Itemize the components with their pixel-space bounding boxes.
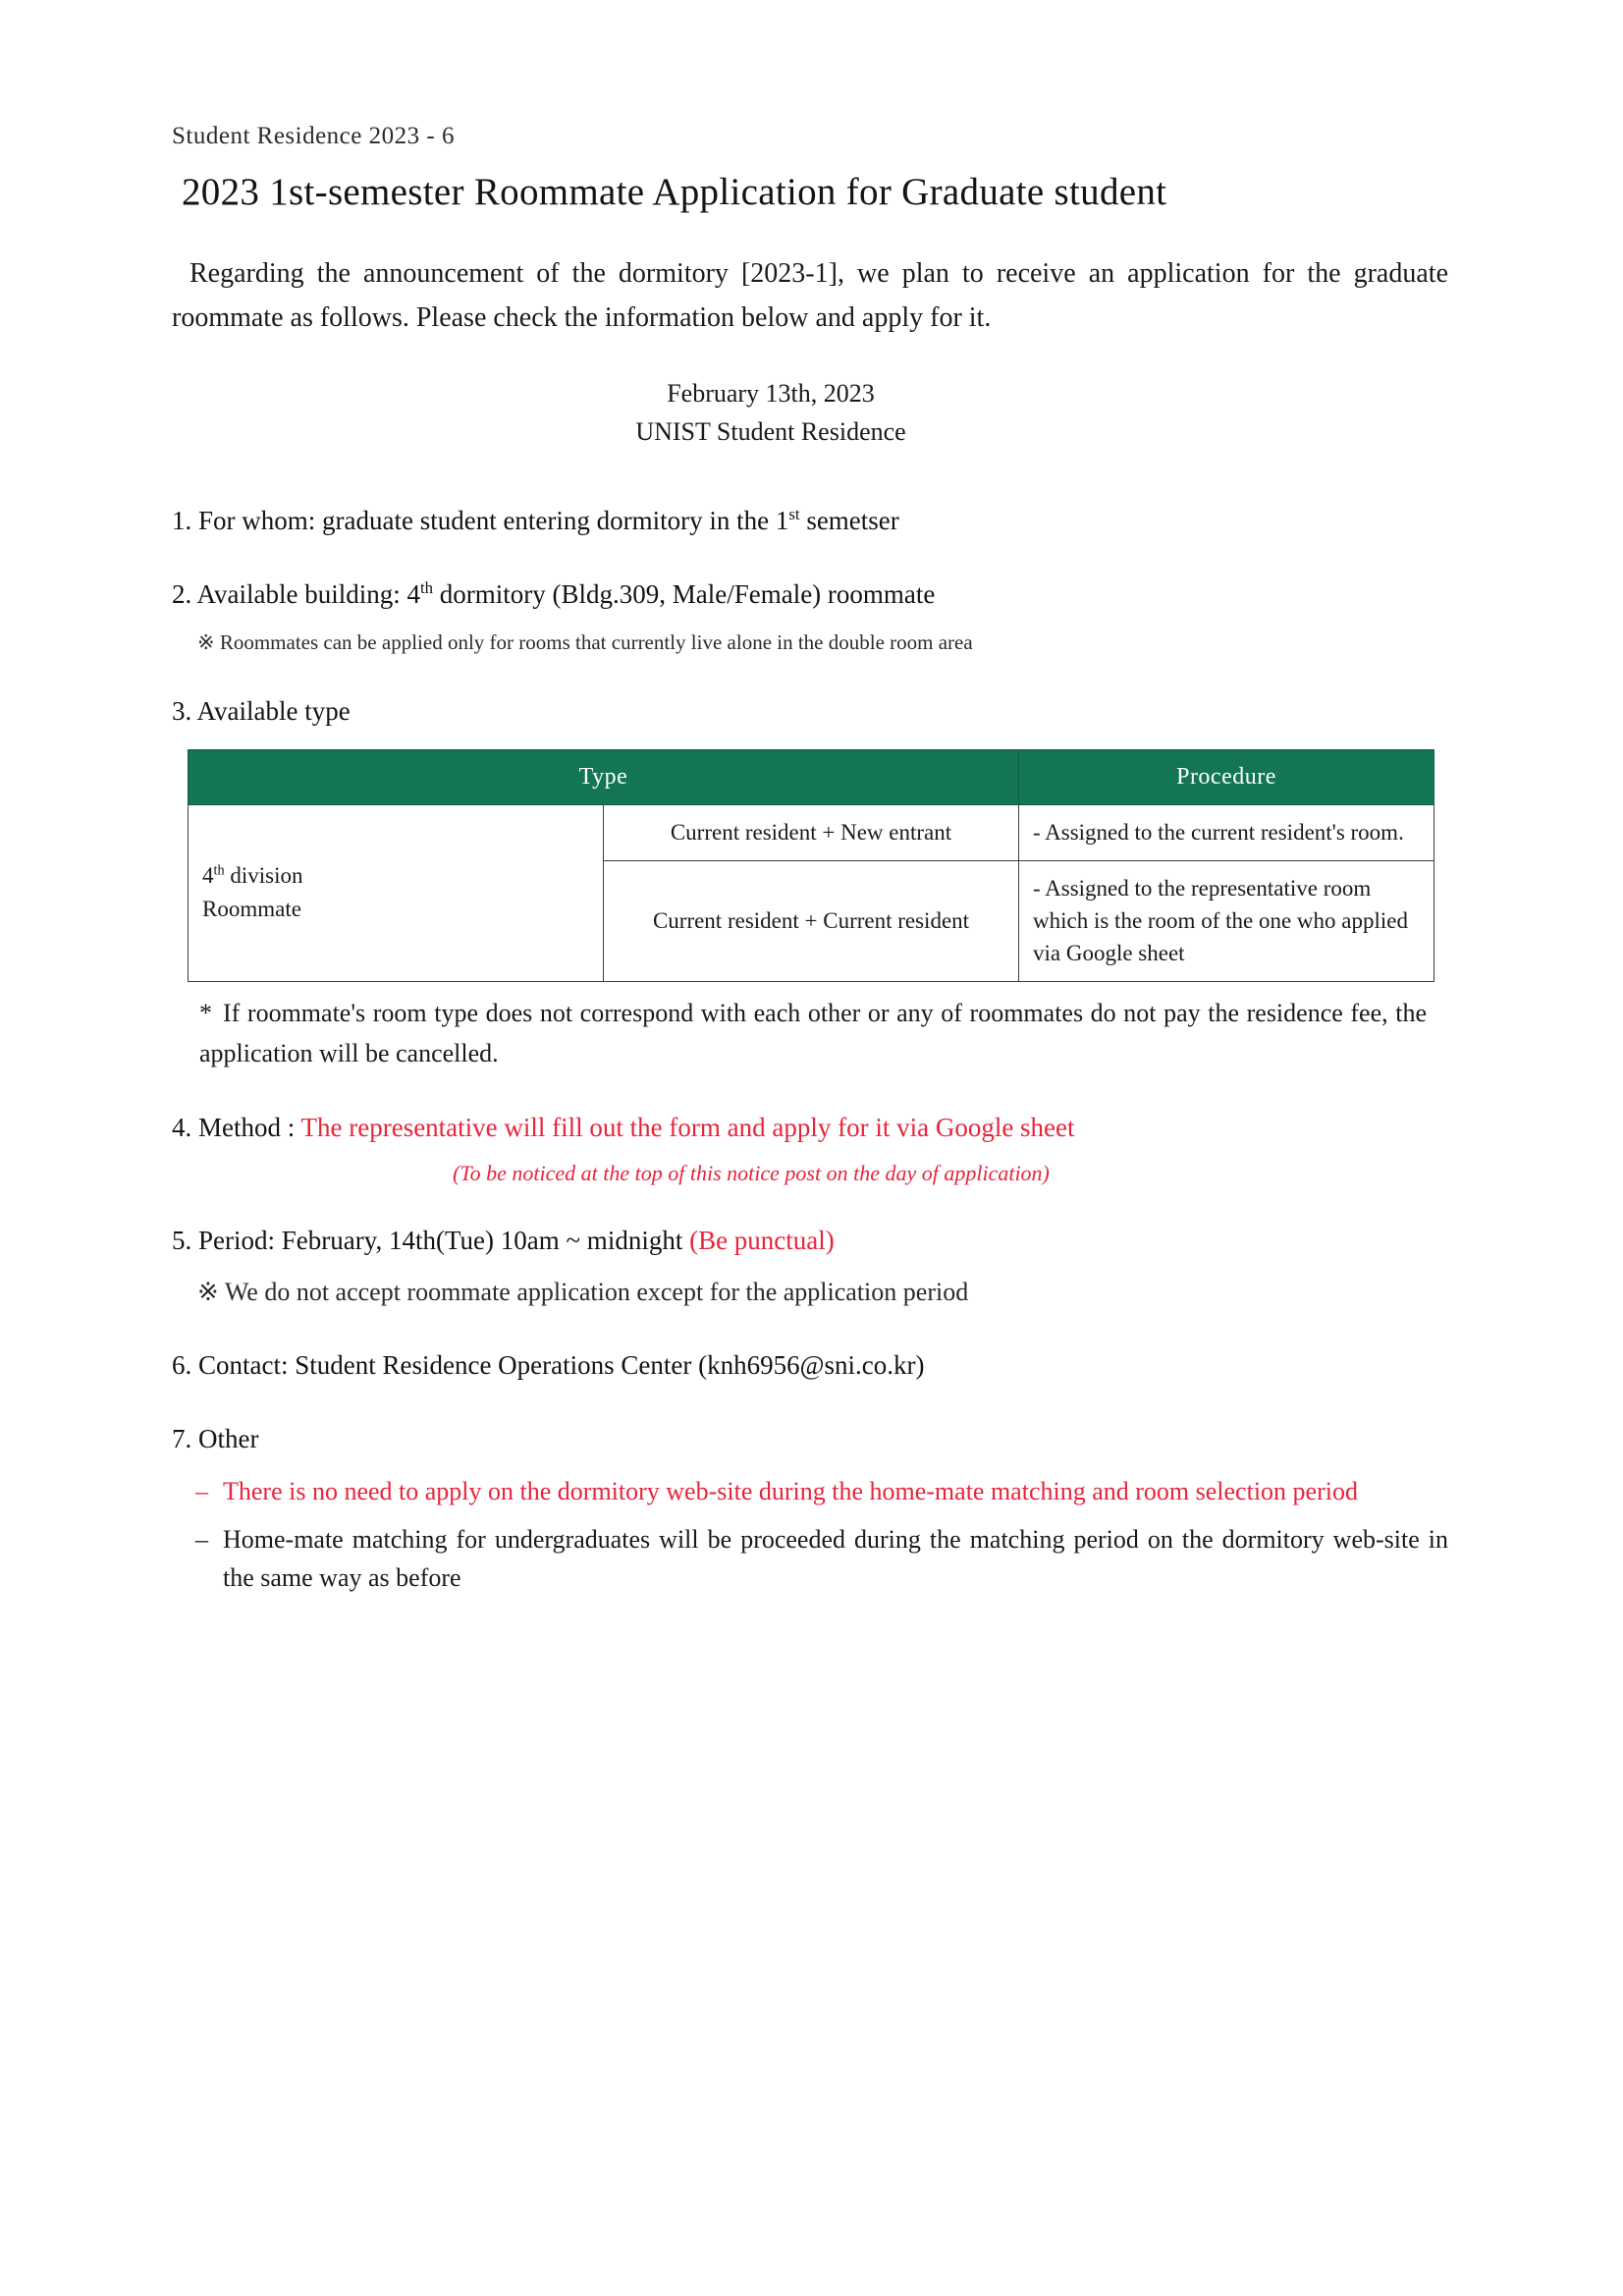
combo-cell-1: Current resident + New entrant	[604, 804, 1019, 861]
list-item	[195, 1472, 1448, 1510]
table-header-row	[189, 749, 1434, 804]
procedure-cell-2: - Assigned to the representative room which is the room of the one who applied via Google sheet	[1019, 861, 1434, 982]
item-1-label: 1. For whom: graduate student entering dormitory in the 1	[172, 505, 789, 535]
item-4-note-wrap	[172, 1161, 1448, 1186]
item-4-highlight: The representative will fill out the form and apply for it via Google sheet	[300, 1112, 1075, 1142]
intro-paragraph	[172, 251, 1448, 341]
division-second-line: Roommate	[202, 897, 301, 922]
dash-marker: –	[195, 1477, 208, 1506]
procedure-cell-1: - Assigned to the current resident's room.	[1019, 804, 1434, 861]
intro-text: Regarding the announcement of the dormitory [2023-1], we plan to receive an application for the graduate roommate as follows. Please check the information below and apply for it.	[172, 258, 1448, 334]
table-row	[189, 804, 1434, 861]
signature-block	[172, 374, 1448, 451]
item-1-superscript: st	[788, 504, 800, 523]
list-item	[195, 1520, 1448, 1597]
division-cell	[189, 804, 604, 982]
item-7-bullet-1: There is no need to apply on the dormitory web-site during the home-mate matching and room selection period	[223, 1477, 1358, 1506]
item-2-label: 2. Available building: 4	[172, 578, 420, 609]
item-3-star-note	[199, 994, 1427, 1073]
item-2-tail: dormitory (Bldg.309, Male/Female) roommate	[433, 578, 936, 609]
issuer-name: UNIST Student Residence	[635, 416, 906, 446]
list-item-7: 7. Other	[172, 1423, 259, 1453]
item-5-highlight: (Be punctual)	[689, 1225, 835, 1255]
item-2-superscript: th	[419, 577, 433, 597]
item-7-bullet-2: Home-mate matching for undergraduates will be proceeded during the matching period on the dormitory web-site in the same way as before	[223, 1525, 1448, 1593]
division-superscript: th	[213, 862, 225, 879]
page-title: 2023 1st-semester Roommate Application for Graduate student	[182, 171, 1167, 213]
available-type-table	[188, 749, 1434, 983]
item-4-note: (To be noticed at the top of this notice post on the day of application)	[453, 1160, 1050, 1185]
combo-cell-2: Current resident + Current resident	[604, 861, 1019, 982]
table-body	[189, 804, 1434, 982]
table-header-procedure: Procedure	[1019, 749, 1434, 804]
item-2-note: ※ Roommates can be applied only for rooms that currently live alone in the double room area	[197, 630, 973, 654]
division-prefix: 4	[202, 862, 214, 888]
item-1-tail: semetser	[799, 505, 899, 535]
division-suffix: division	[224, 862, 303, 888]
item-4-label: 4. Method :	[172, 1112, 301, 1142]
asterisk-marker: *	[199, 999, 212, 1028]
dash-marker: –	[195, 1525, 208, 1555]
table-head	[189, 749, 1434, 804]
item-3-star-note-text: If roommate's room type does not correspond with each other or any of roommates do not pay the residence fee, the application will be cancelled.	[199, 999, 1427, 1067]
list-item-4	[172, 1109, 1448, 1147]
list-item-6: 6. Contact: Student Residence Operations Center (knh6956@sni.co.kr)	[172, 1349, 925, 1380]
list-item-5	[172, 1222, 1448, 1260]
list-item-2	[172, 575, 1448, 614]
document-code: Student Residence 2023 - 6	[172, 123, 455, 149]
document-body	[172, 123, 1448, 1607]
item-5-note: ※ We do not accept roommate application except for the application period	[197, 1278, 969, 1307]
issue-date: February 13th, 2023	[667, 378, 875, 408]
item-7-bullets	[195, 1472, 1448, 1597]
list-item-1	[172, 502, 1448, 540]
item-5-label: 5. Period: February, 14th(Tue) 10am ~ midnight	[172, 1225, 690, 1255]
table-header-type: Type	[189, 749, 1019, 804]
list-item-3: 3. Available type	[172, 696, 351, 727]
